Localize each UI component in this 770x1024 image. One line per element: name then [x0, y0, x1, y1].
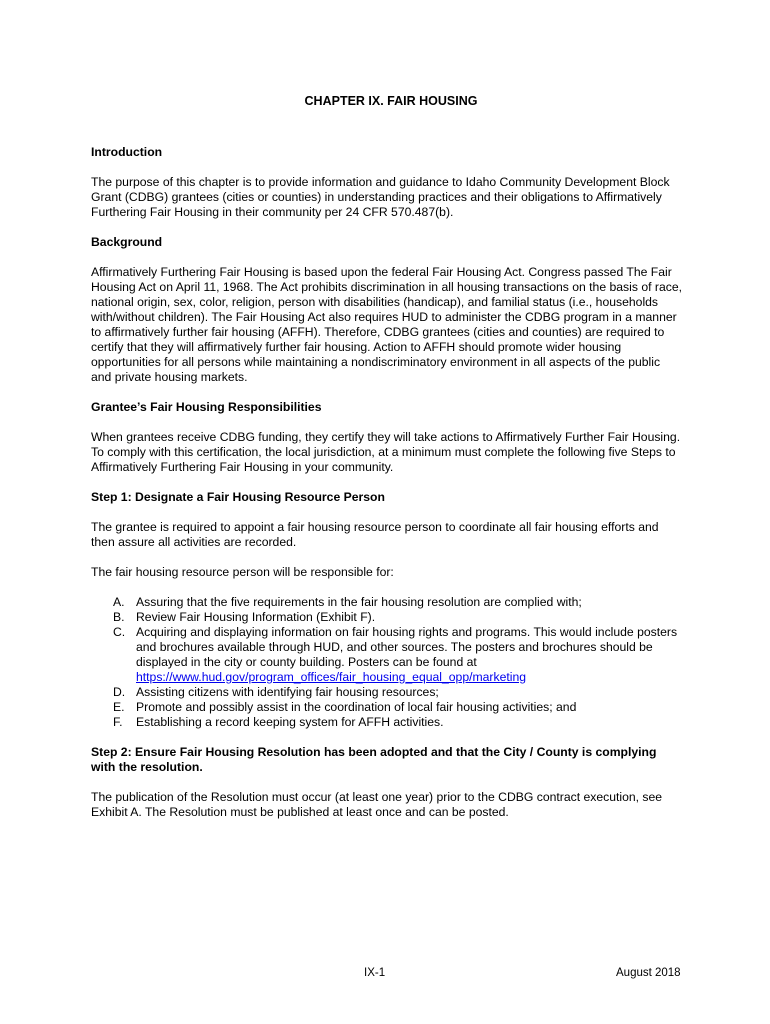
list-item	[91, 610, 683, 625]
list-item-text: Promote and possibly assist in the coordination of local fair housing activities; and	[136, 700, 577, 714]
list-marker: B.	[113, 610, 125, 624]
page-title: CHAPTER IX. FAIR HOUSING	[304, 94, 478, 108]
introduction-paragraph: The purpose of this chapter is to provide information and guidance to Idaho Community Development Block Grant (CDBG) grantees (cities or counties) in understanding practices and their obligations to Affirmatively Furthering Fair Housing in their community per 24 CFR 570.487(b).	[91, 175, 670, 219]
list-item-text: Acquiring and displaying information on fair housing rights and programs. This would include posters and brochures available through HUD, and other sources. The posters and brochures should be displayed in the city or county building. Posters can be found at	[136, 625, 678, 669]
step1-intro-paragraph: The fair housing resource person will be responsible for:	[91, 565, 394, 579]
step2-heading: Step 2: Ensure Fair Housing Resolution has been adopted and that the City / County is complying with the resolution.	[91, 745, 657, 774]
step1-heading: Step 1: Designate a Fair Housing Resource Person	[91, 490, 385, 504]
hud-marketing-link[interactable]: https://www.hud.gov/program_offices/fair_housing_equal_opp/marketing	[136, 670, 527, 684]
list-marker: E.	[113, 700, 125, 714]
list-marker: F.	[113, 715, 123, 729]
page-content	[91, 94, 683, 835]
step2-paragraph: The publication of the Resolution must occur (at least one year) prior to the CDBG contract execution, see Exhibit A. The Resolution must be published at least once and can be posted.	[91, 790, 663, 819]
list-item	[91, 700, 683, 715]
background-heading: Background	[91, 235, 163, 249]
list-marker: D.	[113, 685, 126, 699]
list-item	[91, 625, 683, 685]
list-item	[91, 715, 683, 730]
background-paragraph: Affirmatively Furthering Fair Housing is based upon the federal Fair Housing Act. Congress passed The Fair Housing Act on April 11, 1968. The Act prohibits discrimination in all housing transactions on the basis of race, national origin, sex, color, religion, person with disabilities (handicap), and familial status (i.e., households with/without children). The Fair Housing Act also requires HUD to administer the CDBG program in a manner to affirmatively further fair housing (AFFH). Therefore, CDBG grantees (cities and counties) are required to certify that they will affirmatively further fair housing. Action to AFFH should promote wider housing opportunities for all persons while maintaining a nondiscriminatory environment in all aspects of the public and private housing markets.	[91, 265, 682, 384]
step1-paragraph: The grantee is required to appoint a fair housing resource person to coordinate all fair housing efforts and then assure all activities are recorded.	[91, 520, 659, 549]
footer-date: August 2018	[616, 967, 681, 979]
page-number: IX-1	[364, 967, 386, 979]
list-marker: A.	[113, 595, 125, 609]
introduction-heading: Introduction	[91, 145, 163, 159]
responsibility-list	[91, 595, 683, 730]
list-item	[91, 595, 683, 610]
responsibilities-heading: Grantee’s Fair Housing Responsibilities	[91, 400, 322, 414]
list-item-text: Assuring that the five requirements in the fair housing resolution are complied with;	[136, 595, 582, 609]
list-item-text: Review Fair Housing Information (Exhibit F).	[136, 610, 376, 624]
list-marker: C.	[113, 625, 126, 639]
list-item-text: Establishing a record keeping system for AFFH activities.	[136, 715, 444, 729]
responsibilities-paragraph: When grantees receive CDBG funding, they certify they will take actions to Affirmatively Further Fair Housing. To comply with this certification, the local jurisdiction, at a minimum must complete the following five Steps to Affirmatively Furthering Fair Housing in your community.	[91, 430, 681, 474]
list-item	[91, 685, 683, 700]
list-item-text: Assisting citizens with identifying fair housing resources;	[136, 685, 439, 699]
